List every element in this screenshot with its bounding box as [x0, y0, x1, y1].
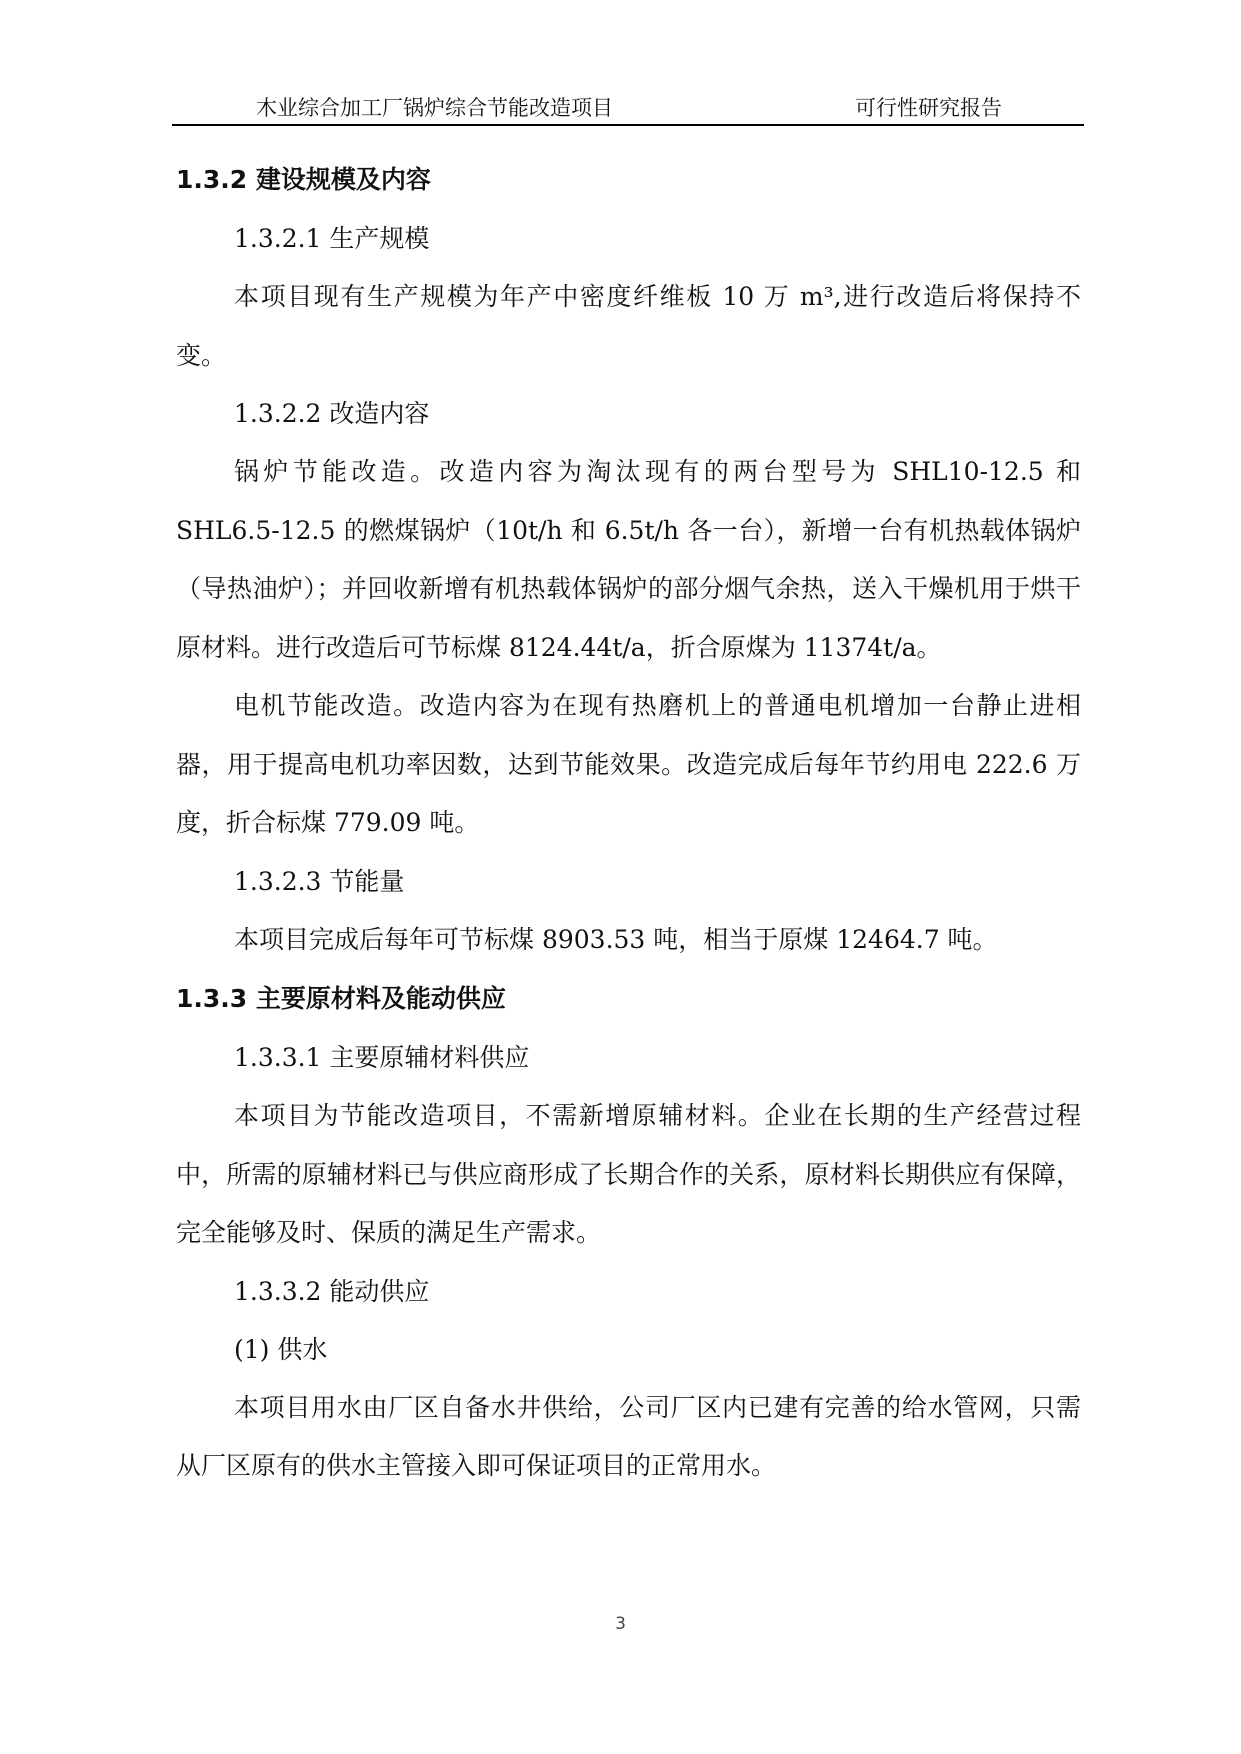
paragraph: 电机节能改造。改造内容为在现有热磨机上的普通电机增加一台静止进相器，用于提高电机功率因数，达到节能效果。改造完成后每年节约用电 222.6 万度，折合标煤 779.09 吨。: [176, 691, 1081, 837]
paragraph: 本项目为节能改造项目，不需新增原辅材料。企业在长期的生产经营过程中，所需的原辅材料已与供应商形成了长期合作的关系，原材料长期供应有保障，完全能够及时、保质的满足生产需求。: [176, 1101, 1081, 1247]
subsection-heading: 1.3.2.1 生产规模: [234, 224, 430, 253]
header-project-title: 木业综合加工厂锅炉综合节能改造项目: [256, 96, 613, 120]
subsection-heading: 1.3.3.1 主要原辅材料供应: [234, 1043, 530, 1072]
section-heading: 1.3.3 主要原材料及能动供应: [176, 984, 506, 1013]
header-report-type: 可行性研究报告: [855, 96, 1002, 120]
section-heading: 1.3.2 建设规模及内容: [176, 165, 431, 194]
paragraph: 本项目现有生产规模为年产中密度纤维板 10 万 m³,进行改造后将保持不变。: [176, 282, 1081, 370]
page-header: [172, 88, 1084, 126]
document-body: [176, 150, 1081, 1496]
subsection-heading: 1.3.2.3 节能量: [234, 866, 405, 896]
list-item: (1) 供水: [234, 1334, 328, 1364]
subsection-heading: 1.3.2.2 改造内容: [234, 399, 430, 428]
paragraph: 本项目用水由厂区自备水井供给，公司厂区内已建有完善的给水管网，只需从厂区原有的供水主管接入即可保证项目的正常用水。: [176, 1392, 1081, 1480]
subsection-heading: 1.3.3.2 能动供应: [234, 1276, 430, 1306]
paragraph: 锅炉节能改造。改造内容为淘汰现有的两台型号为 SHL10-12.5 和 SHL6.5-12.5 的燃煤锅炉（10t/h 和 6.5t/h 各一台），新增一台有机热载体锅炉（导热油炉）；并回收新增有机热载体锅炉的部分烟气余热，送入干燥机用于烘干原材料。进行改造后可节标煤 8124.44t/a，折合原煤为 11374t/a。: [176, 457, 1081, 662]
page-number: 3: [615, 1614, 626, 1634]
paragraph: 本项目完成后每年可节标煤 8903.53 吨，相当于原煤 12464.7 吨。: [234, 924, 998, 954]
